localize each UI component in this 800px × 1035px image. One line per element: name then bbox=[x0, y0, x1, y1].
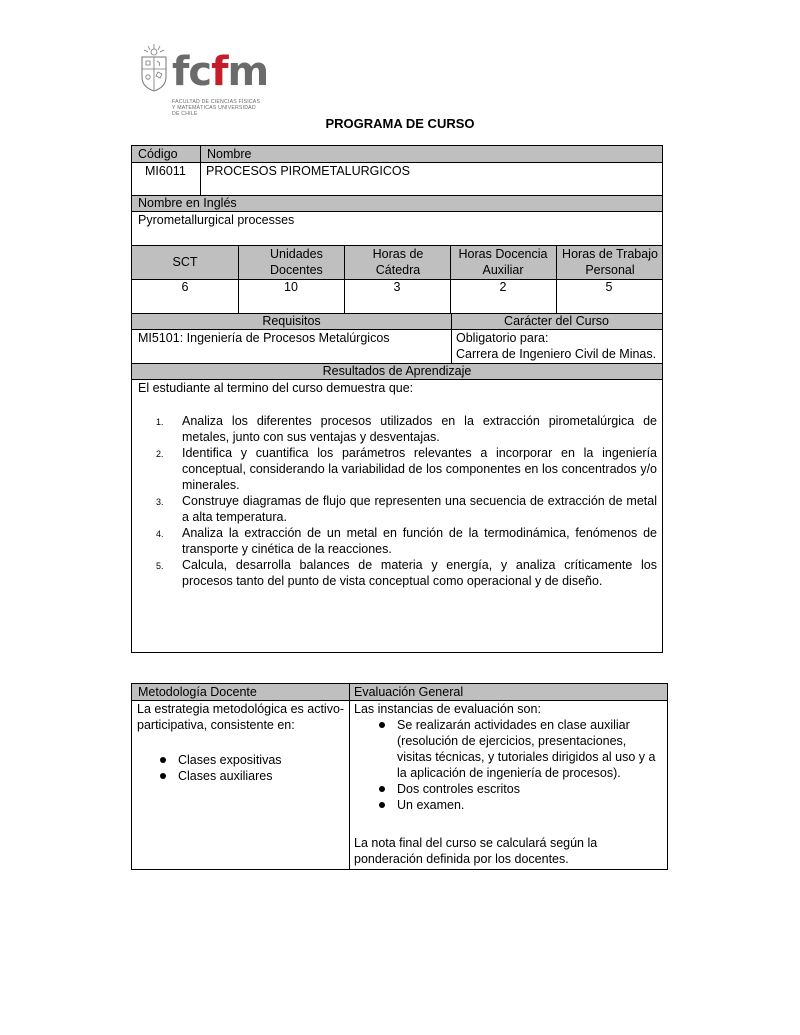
page-title: PROGRAMA DE CURSO bbox=[325, 116, 475, 131]
sct-header: SCT bbox=[172, 255, 198, 269]
code-header: Código bbox=[138, 147, 178, 161]
name-header: Nombre bbox=[207, 147, 252, 161]
evaluation-item: Se realizarán actividades en clase auxiliar (resolución de ejercicios, presentaciones, visitas técnicas, y tutoriales dirigidos al uso y a la aplicación de ingeniería de procesos). bbox=[355, 717, 660, 781]
course-character-line1: Obligatorio para: bbox=[456, 331, 549, 345]
outcomes-intro: El estudiante al termino del curso demuestra que: bbox=[138, 381, 414, 395]
outcome-item: 4. Analiza la extracción de un metal en función de la termodinámica, fenómenos de transporte y cinética de la reacciones. bbox=[156, 526, 657, 556]
methodology-intro: La estrategia metodológica es activo-participativa, consistente en: bbox=[137, 702, 345, 732]
outcome-item: 3. Construye diagramas de flujo que representen una secuencia de extracción de metal a alta temperatura. bbox=[156, 494, 657, 524]
units-header: Unidades Docentes bbox=[270, 247, 323, 277]
evaluation-item: Dos controles escritos bbox=[355, 781, 660, 797]
methodology-item: Clases expositivas bbox=[136, 752, 348, 768]
lecture-hours-header: Horas de Cátedra bbox=[372, 247, 424, 277]
course-name: PROCESOS PIROMETALURGICOS bbox=[206, 164, 410, 178]
aux-hours-header: Horas Docencia Auxiliar bbox=[458, 247, 548, 277]
units-value: 10 bbox=[284, 280, 298, 294]
requirements-header: Requisitos bbox=[262, 314, 321, 328]
course-code: MI6011 bbox=[145, 164, 186, 178]
methodology-header: Metodología Docente bbox=[138, 685, 257, 699]
lecture-hours-value: 3 bbox=[393, 280, 401, 294]
university-crest-icon bbox=[137, 43, 171, 93]
english-name: Pyrometallurgical processes bbox=[138, 213, 295, 227]
methodology-list bbox=[136, 752, 348, 784]
evaluation-item: Un examen. bbox=[355, 797, 660, 813]
course-character-line2: Carrera de Ingeniero Civil de Minas. bbox=[456, 347, 657, 361]
requirements-value: MI5101: Ingeniería de Procesos Metalúrgicos bbox=[138, 331, 390, 345]
outcomes-header: Resultados de Aprendizaje bbox=[322, 364, 472, 378]
evaluation-footer: La nota final del curso se calculará según la ponderación definida por los docentes. bbox=[354, 836, 598, 866]
outcome-item: 5. Calcula, desarrolla balances de materia y energía, y analiza críticamente los procesos tanto del punto de vista conceptual como operacional y de diseño. bbox=[156, 558, 657, 588]
outcome-item: 2. Identifica y cuantifica los parámetros relevantes a incorporar en la ingeniería conceptual, considerando la variabilidad de los componentes en los concentrados y/o minerales. bbox=[156, 446, 657, 492]
english-name-header: Nombre en Inglés bbox=[138, 196, 237, 210]
sct-value: 6 bbox=[181, 280, 189, 294]
course-character-header: Carácter del Curso bbox=[504, 314, 609, 328]
personal-hours-header: Horas de Trabajo Personal bbox=[562, 247, 658, 277]
faculty-logo-wordmark: fcfm bbox=[172, 49, 269, 95]
faculty-logo-subtitle: FACULTAD DE CIENCIAS FÍSICAS Y MATEMÁTICAS UNIVERSIDAD DE CHILE bbox=[172, 99, 261, 117]
outcome-item: 1. Analiza los diferentes procesos utilizados en la extracción pirometalúrgica de metales, junto con sus ventajas y desventajas. bbox=[156, 414, 657, 444]
evaluation-header: Evaluación General bbox=[354, 685, 464, 699]
aux-hours-value: 2 bbox=[499, 280, 507, 294]
personal-hours-value: 5 bbox=[605, 280, 613, 294]
methodology-item: Clases auxiliares bbox=[136, 768, 348, 784]
outcomes-list bbox=[132, 413, 657, 589]
course-info-table bbox=[131, 145, 663, 653]
methodology-evaluation-table bbox=[131, 683, 668, 870]
evaluation-intro: Las instancias de evaluación son: bbox=[354, 702, 541, 716]
evaluation-list bbox=[355, 717, 660, 813]
